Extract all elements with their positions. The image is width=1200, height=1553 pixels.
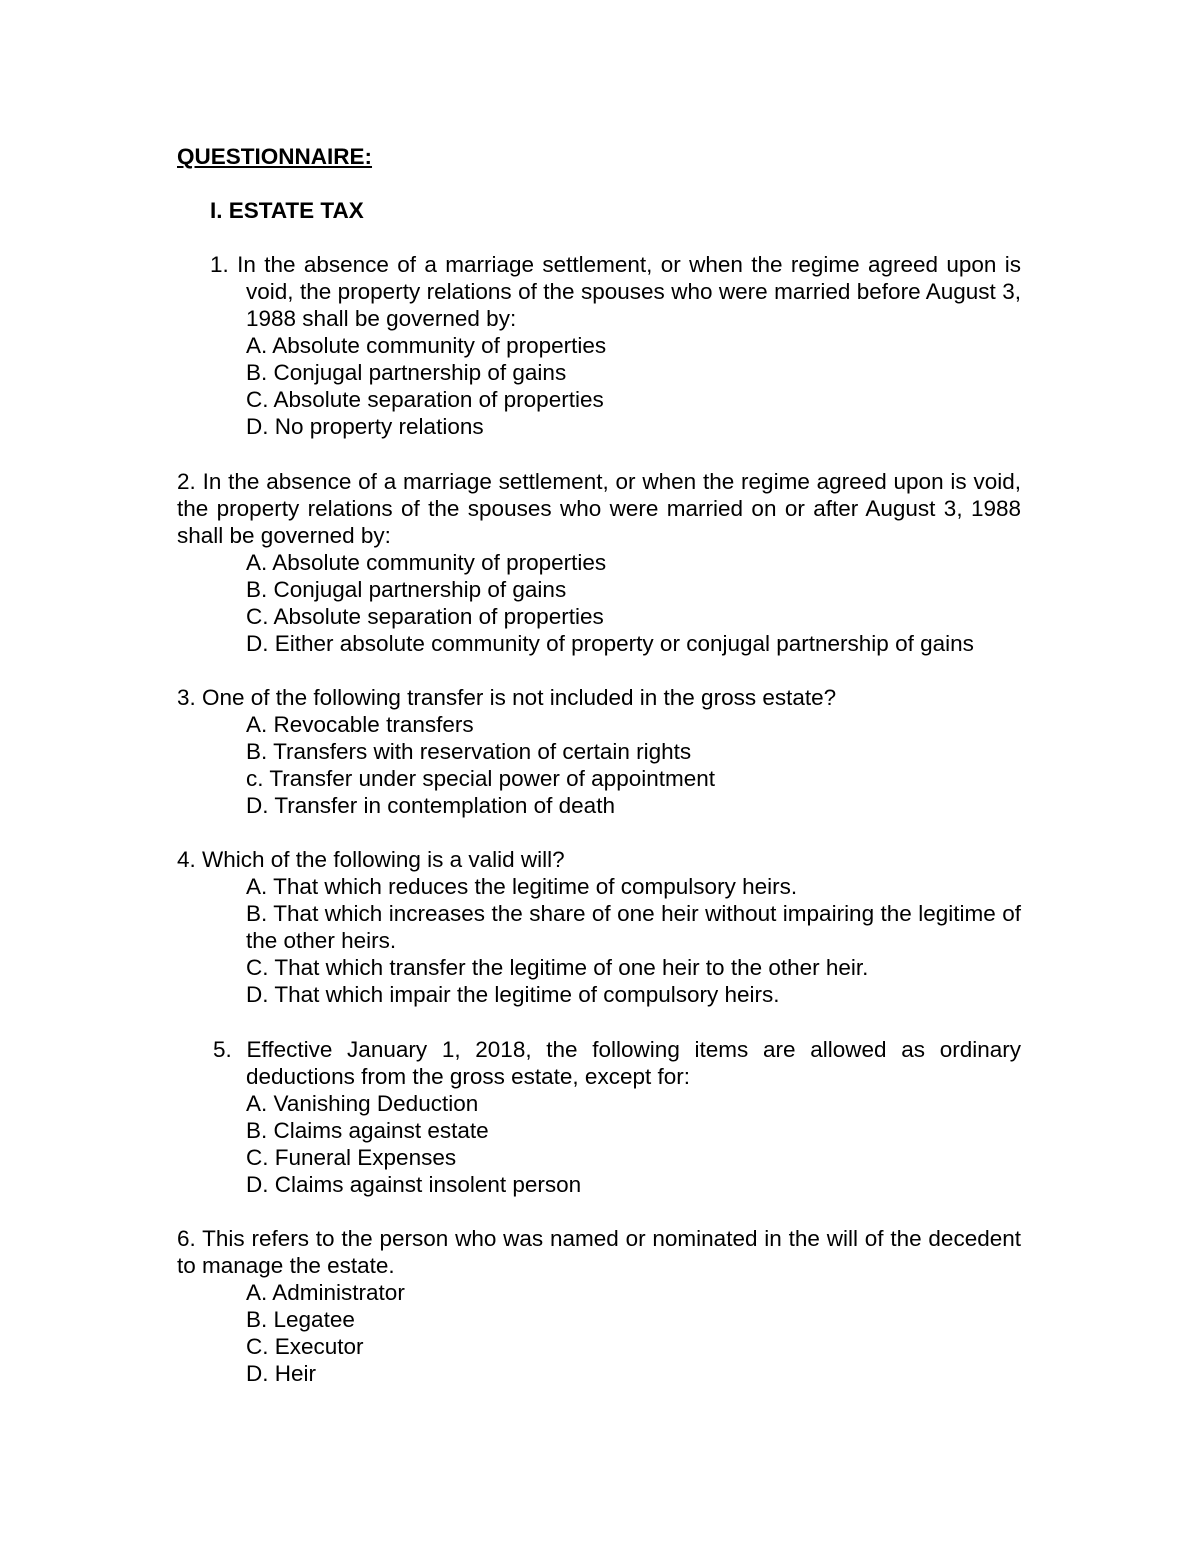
option-a: A. Absolute community of properties	[246, 333, 607, 358]
question-6	[177, 1225, 1021, 1387]
option-c: C. Funeral Expenses	[246, 1145, 457, 1170]
question-stem: 1. In the absence of a marriage settlement, or when the regime agreed upon is void, the property relations of the spouses who were married before August 3, 1988 shall be governed by:	[210, 252, 1021, 331]
option-c: C. Absolute separation of properties	[246, 387, 604, 412]
option-c: C. Executor	[246, 1334, 364, 1359]
option-a: A. Administrator	[246, 1280, 405, 1305]
question-3	[177, 684, 1021, 819]
question-5	[177, 1036, 1021, 1198]
question-stem: 2. In the absence of a marriage settlement, or when the regime agreed upon is void, the property relations of the spouses who were married on or after August 3, 1988 shall be governed by:	[177, 469, 1021, 548]
question-4	[177, 846, 1021, 1008]
option-b: B. Legatee	[246, 1307, 355, 1332]
question-stem: 6. This refers to the person who was named or nominated in the will of the decedent to manage the estate.	[177, 1226, 1021, 1278]
option-list	[177, 711, 1021, 819]
option-b: B. Claims against estate	[246, 1118, 489, 1143]
option-a: A. Vanishing Deduction	[246, 1091, 479, 1116]
option-d: D. No property relations	[246, 414, 484, 439]
option-b: B. That which increases the share of one heir without impairing the legitime of the other heirs.	[246, 901, 1021, 953]
section-heading: I. ESTATE TAX	[210, 198, 364, 223]
option-c: C. That which transfer the legitime of one heir to the other heir.	[246, 955, 869, 980]
option-d: D. Transfer in contemplation of death	[246, 793, 615, 818]
option-b: B. Conjugal partnership of gains	[246, 577, 567, 602]
question-stem: 3. One of the following transfer is not included in the gross estate?	[177, 685, 837, 710]
question-1	[177, 251, 1021, 440]
option-c: C. Absolute separation of properties	[246, 604, 604, 629]
option-list	[177, 332, 1021, 440]
option-b: B. Transfers with reservation of certain rights	[246, 739, 692, 764]
option-d: D. Heir	[246, 1361, 317, 1386]
option-d: D. That which impair the legitime of compulsory heirs.	[246, 982, 780, 1007]
option-list	[177, 1090, 1021, 1198]
option-a: A. Revocable transfers	[246, 712, 474, 737]
option-list	[177, 549, 1021, 657]
option-list	[177, 1279, 1021, 1387]
question-2	[177, 468, 1021, 657]
questionnaire-title: QUESTIONNAIRE:	[177, 144, 373, 169]
option-list	[177, 873, 1021, 1008]
question-stem: 5. Effective January 1, 2018, the following items are allowed as ordinary deductions from the gross estate, except for:	[213, 1037, 1021, 1089]
option-a: A. That which reduces the legitime of compulsory heirs.	[246, 874, 798, 899]
option-d: D. Either absolute community of property or conjugal partnership of gains	[246, 631, 974, 656]
option-b: B. Conjugal partnership of gains	[246, 360, 567, 385]
option-c: c. Transfer under special power of appointment	[246, 766, 716, 791]
option-d: D. Claims against insolent person	[246, 1172, 582, 1197]
question-stem: 4. Which of the following is a valid will?	[177, 847, 565, 872]
option-a: A. Absolute community of properties	[246, 550, 607, 575]
